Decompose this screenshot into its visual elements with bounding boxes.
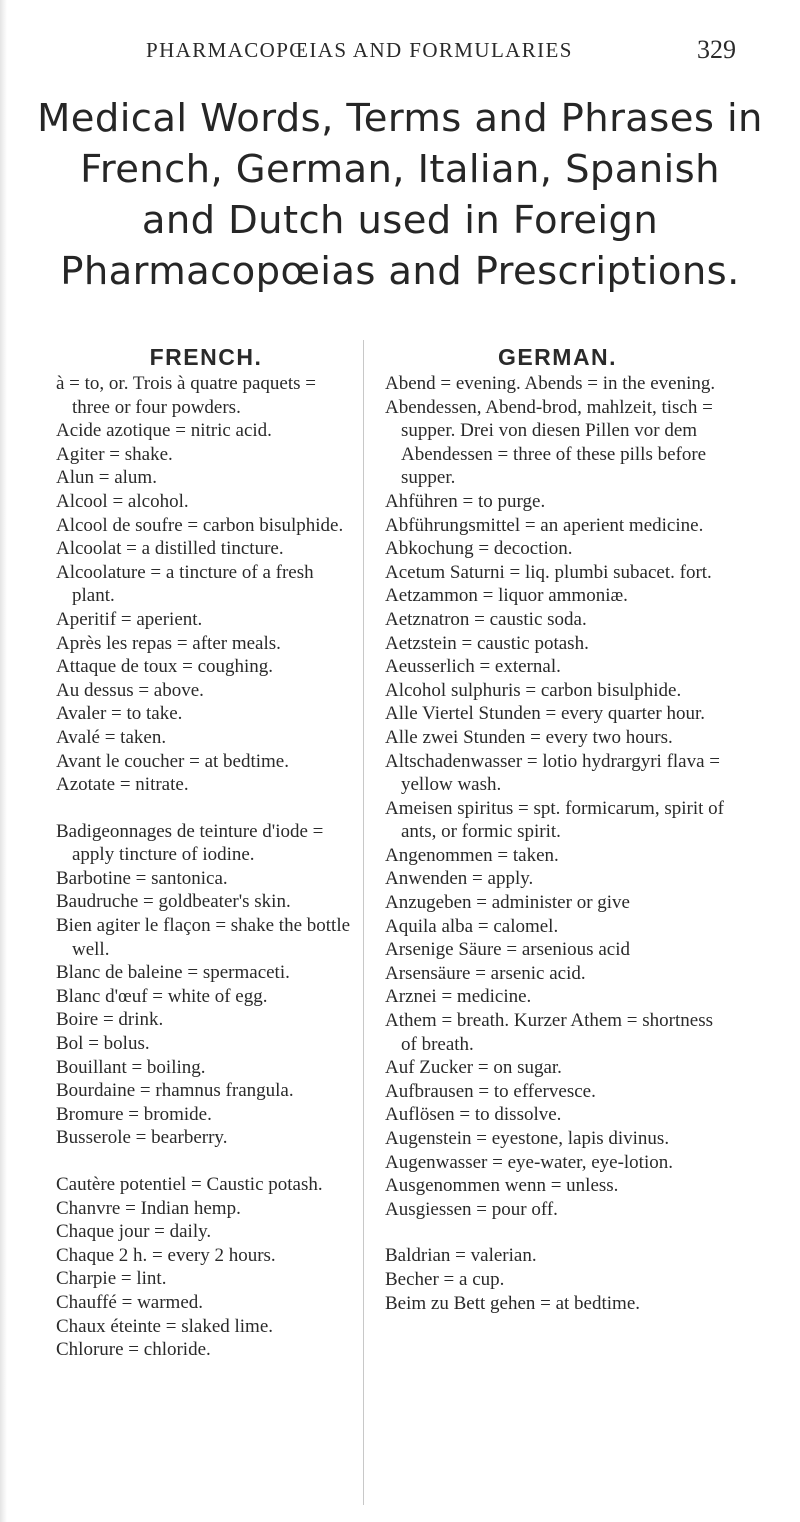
glossary-entry: Chaux éteinte = slaked lime. bbox=[56, 1315, 274, 1337]
glossary-entry: Alcohol sulphuris = carbon bisulphide. bbox=[385, 679, 682, 701]
glossary-entry: Baldrian = valerian. bbox=[385, 1245, 537, 1267]
glossary-entry: Aetzammon = liquor ammoniæ. bbox=[385, 585, 628, 607]
glossary-entry: Angenommen = taken. bbox=[385, 844, 559, 866]
glossary-entry: Chauffé = warmed. bbox=[56, 1291, 204, 1313]
glossary-entry: Aufbrausen = to effervesce. bbox=[385, 1080, 596, 1102]
german-heading: GERMAN. bbox=[497, 344, 618, 370]
glossary-entry: Blanc d'œuf = white of egg. bbox=[56, 985, 268, 1007]
glossary-entry: Anzugeben = administer or give bbox=[385, 892, 630, 914]
glossary-entry: Augenwasser = eye-water, eye-lotion. bbox=[385, 1151, 673, 1173]
glossary-entry: Alle zwei Stunden = every two hours. bbox=[385, 726, 673, 748]
glossary-entry: Alcoolature = a tincture of a fresh plant. bbox=[56, 561, 314, 607]
glossary-entry: Alcool = alcohol. bbox=[56, 490, 189, 512]
glossary-entry: Chaque 2 h. = every 2 hours. bbox=[56, 1244, 276, 1266]
glossary-entry: Ahführen = to purge. bbox=[385, 490, 546, 512]
glossary-entry: Bien agiter le flaçon = shake the bottle well. bbox=[56, 915, 351, 960]
glossary-entry: Au dessus = above. bbox=[56, 679, 204, 701]
glossary-entry: Bromure = bromide. bbox=[56, 1103, 212, 1125]
glossary-entry: Aetzstein = caustic potash. bbox=[385, 632, 589, 654]
glossary-entry: Becher = a cup. bbox=[385, 1268, 505, 1290]
glossary-entry: Bouillant = boiling. bbox=[56, 1056, 206, 1078]
glossary-entry: Chaque jour = daily. bbox=[56, 1221, 212, 1243]
title-line: and Dutch used in Foreign bbox=[141, 198, 659, 243]
glossary-entry: Barbotine = santonica. bbox=[56, 867, 228, 889]
glossary-entry: à = to, or. Trois à quatre paquets = three or four powders. bbox=[56, 373, 316, 418]
glossary-entry: Alcoolat = a distilled tincture. bbox=[56, 538, 284, 560]
glossary-entry: Auf Zucker = on sugar. bbox=[385, 1057, 562, 1079]
title-line: Medical Words, Terms and Phrases in bbox=[37, 96, 763, 141]
glossary-entry: Ameisen spiritus = spt. formicarum, spirit of ants, or formic spirit. bbox=[385, 797, 724, 843]
glossary-entry: Avant le coucher = at bedtime. bbox=[56, 750, 289, 772]
glossary-entry: Alun = alum. bbox=[56, 467, 157, 489]
glossary-entry: Blanc de baleine = spermaceti. bbox=[56, 962, 290, 984]
french-column bbox=[56, 344, 356, 1362]
glossary-entry: Anwenden = apply. bbox=[385, 868, 534, 890]
glossary-entry: Après les repas = after meals. bbox=[56, 632, 281, 654]
glossary-entry: Avalé = taken. bbox=[56, 726, 167, 748]
glossary-entry: Aperitif = aperient. bbox=[56, 608, 203, 630]
glossary-entry: Acetum Saturni = liq. plumbi subacet. fort. bbox=[385, 561, 712, 583]
glossary-entry: Athem = breath. Kurzer Athem = shortness of breath. bbox=[385, 1010, 713, 1055]
german-column bbox=[385, 344, 730, 1315]
glossary-entry: Altschadenwasser = lotio hydrargyri flava = yellow wash. bbox=[385, 750, 721, 796]
glossary-entry: Aetznatron = caustic soda. bbox=[385, 608, 587, 630]
glossary-entry: Aquila alba = calomel. bbox=[385, 915, 559, 937]
glossary-entry: Abendessen, Abend-brod, mahlzeit, tisch = supper. Drei von diesen Pillen vor dem Abendessen = three of these pills before supper. bbox=[385, 396, 713, 489]
glossary-entry: Badigeonnages de teinture d'iode = apply tincture of iodine. bbox=[56, 820, 324, 866]
glossary-entry: Beim zu Bett gehen = at bedtime. bbox=[385, 1292, 641, 1314]
glossary-entry: Augenstein = eyestone, lapis divinus. bbox=[385, 1128, 670, 1149]
glossary-entry: Charpie = lint. bbox=[56, 1268, 167, 1290]
glossary-entry: Bol = bolus. bbox=[56, 1033, 150, 1055]
glossary-entry: Attaque de toux = coughing. bbox=[56, 656, 274, 678]
glossary-entry: Arsenige Säure = arsenious acid bbox=[385, 939, 630, 961]
glossary-entry: Cautère potentiel = Caustic potash. bbox=[56, 1174, 323, 1195]
glossary-entry: Aeusserlich = external. bbox=[385, 656, 561, 678]
glossary-entry: Arsensäure = arsenic acid. bbox=[385, 962, 586, 984]
glossary-entry: Acide azotique = nitric acid. bbox=[56, 420, 272, 442]
title-line: Pharmacopœias and Prescriptions. bbox=[60, 249, 740, 294]
glossary-entry: Alle Viertel Stunden = every quarter hour. bbox=[385, 703, 705, 725]
page-number: 329 bbox=[697, 35, 736, 64]
glossary-entry: Auflösen = to dissolve. bbox=[385, 1104, 562, 1126]
running-header bbox=[0, 35, 800, 68]
glossary-entry: Alcool de soufre = carbon bisulphide. bbox=[56, 514, 344, 536]
glossary-entry: Ausgiessen = pour off. bbox=[385, 1198, 558, 1220]
glossary-entry: Chlorure = chloride. bbox=[56, 1339, 211, 1361]
glossary-entry: Azotate = nitrate. bbox=[56, 774, 189, 796]
glossary-entry: Abend = evening. Abends = in the evening. bbox=[385, 373, 716, 394]
title-line: French, German, Italian, Spanish bbox=[80, 147, 720, 192]
page-title bbox=[0, 93, 800, 297]
glossary-entry: Agiter = shake. bbox=[56, 443, 173, 465]
glossary-entry: Avaler = to take. bbox=[56, 703, 183, 725]
glossary-entry: Busserole = bearberry. bbox=[56, 1127, 228, 1149]
running-title: PHARMACOPŒIAS AND FORMULARIES bbox=[146, 38, 573, 62]
column-divider bbox=[363, 340, 364, 1505]
glossary-entry: Chanvre = Indian hemp. bbox=[56, 1197, 241, 1219]
glossary-entry: Abführungsmittel = an aperient medicine. bbox=[385, 514, 704, 536]
glossary-entry: Baudruche = goldbeater's skin. bbox=[56, 891, 291, 913]
glossary-entry: Bourdaine = rhamnus frangula. bbox=[56, 1080, 294, 1102]
glossary-entry: Abkochung = decoction. bbox=[385, 538, 573, 560]
french-heading: FRENCH. bbox=[149, 344, 263, 370]
glossary-entry: Ausgenommen wenn = unless. bbox=[385, 1175, 619, 1197]
glossary-entry: Arznei = medicine. bbox=[385, 986, 532, 1008]
glossary-entry: Boire = drink. bbox=[56, 1009, 164, 1031]
